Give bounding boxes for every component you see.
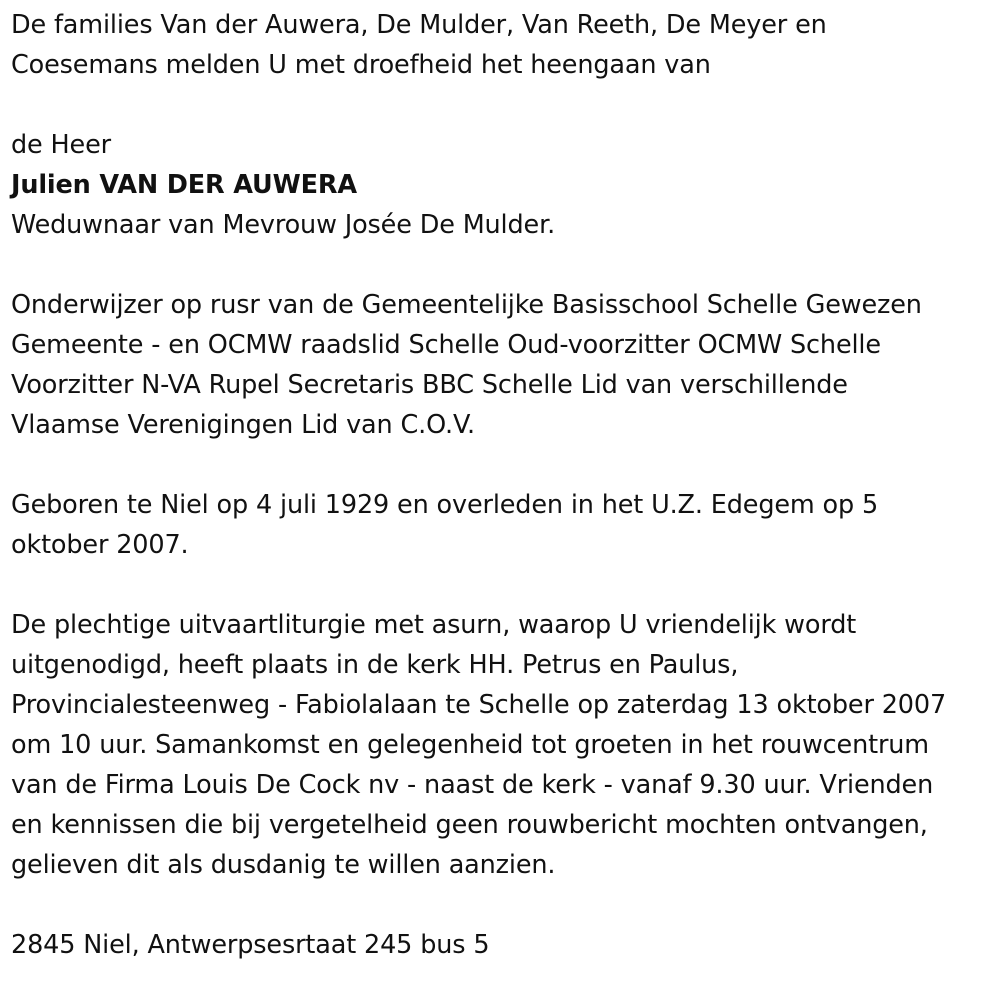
intro-line: Coesemans melden U met droefheid het heengaan van	[11, 50, 711, 80]
intro-line: De families Van der Auwera, De Mulder, Van Reeth, De Meyer en	[11, 10, 827, 40]
paragraph-spacer	[11, 85, 1000, 125]
titles-line: Voorzitter N-VA Rupel Secretaris BBC Schelle Lid van verschillende	[11, 370, 848, 400]
titles-line: Vlaamse Verenigingen Lid van C.O.V.	[11, 410, 475, 440]
paragraph-spacer	[11, 445, 1000, 485]
titles-line: Onderwijzer op rusr van de Gemeentelijke Basisschool Schelle Gewezen	[11, 290, 922, 320]
deceased-name: Julien VAN DER AUWERA	[11, 170, 357, 200]
funeral-line: gelieven dit als dusdanig te willen aanzien.	[11, 850, 556, 880]
paragraph-spacer	[11, 885, 1000, 925]
paragraph-spacer	[11, 245, 1000, 285]
funeral-line: om 10 uur. Samankomst en gelegenheid tot groeten in het rouwcentrum	[11, 730, 929, 760]
birth-death-line: Geboren te Niel op 4 juli 1929 en overleden in het U.Z. Edegem op 5	[11, 490, 879, 520]
funeral-line: Provincialesteenweg - Fabiolalaan te Schelle op zaterdag 13 oktober 2007	[11, 690, 947, 720]
salutation: de Heer	[11, 130, 111, 160]
widower-line: Weduwnaar van Mevrouw Josée De Mulder.	[11, 210, 556, 240]
funeral-line: en kennissen die bij vergetelheid geen rouwbericht mochten ontvangen,	[11, 810, 928, 840]
funeral-line: van de Firma Louis De Cock nv - naast de kerk - vanaf 9.30 uur. Vrienden	[11, 770, 934, 800]
address-line: 2845 Niel, Antwerpsesrtaat 245 bus 5	[11, 930, 490, 960]
funeral-line: uitgenodigd, heeft plaats in de kerk HH. Petrus en Paulus,	[11, 650, 739, 680]
birth-death-line: oktober 2007.	[11, 530, 189, 560]
funeral-line: De plechtige uitvaartliturgie met asurn, waarop U vriendelijk wordt	[11, 610, 857, 640]
paragraph-spacer	[11, 565, 1000, 605]
titles-line: Gemeente - en OCMW raadslid Schelle Oud-voorzitter OCMW Schelle	[11, 330, 881, 360]
